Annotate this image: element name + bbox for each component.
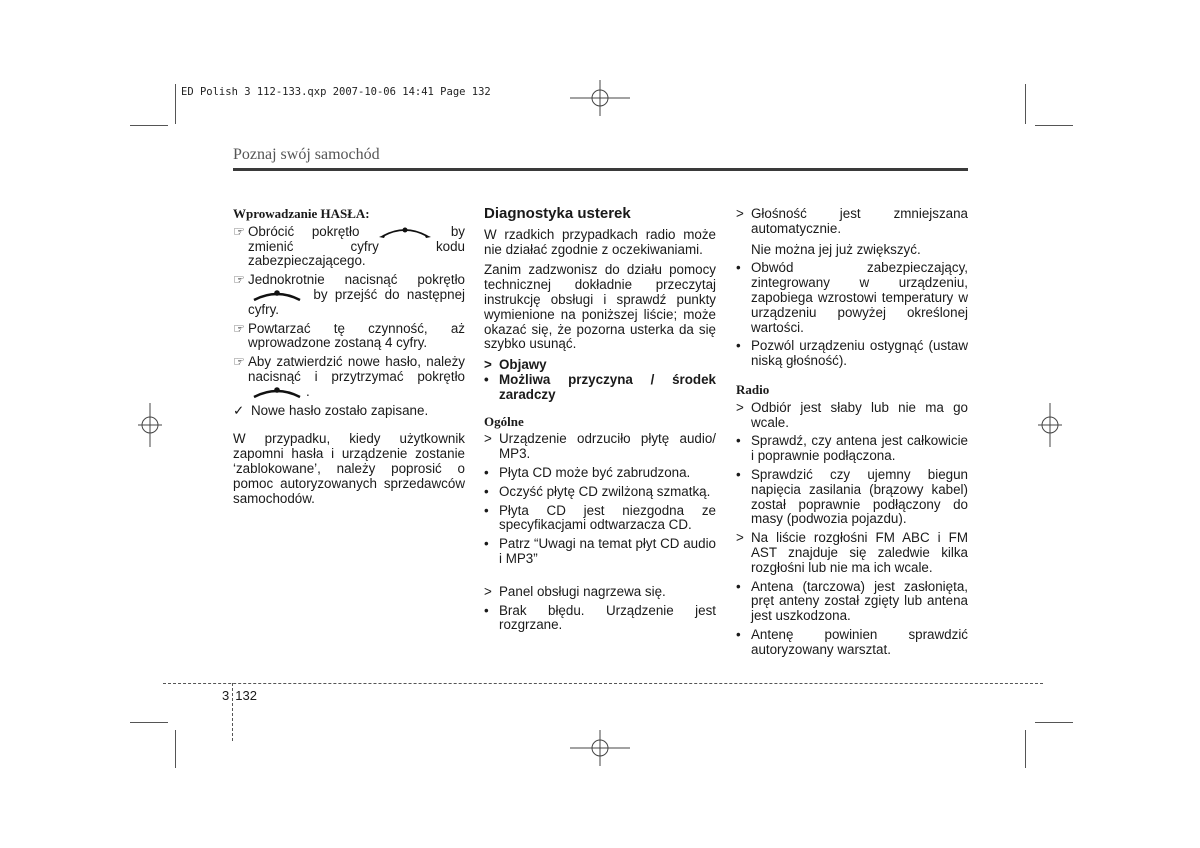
- legend-item: > Objawy: [484, 357, 547, 373]
- list-item: • Brak błędu. Urządzenie jest rozgrzane.: [484, 602, 716, 633]
- general-section-heading: Ogólne: [484, 413, 524, 429]
- header-rule: [233, 168, 968, 171]
- list-item: • Patrz “Uwagi na temat płyt CD audio i MP3”: [484, 536, 716, 566]
- list-item: • Sprawdź, czy antena jest całkowicie i poprawnie podłączona.: [736, 433, 968, 464]
- list-item: • Pozwól urządzeniu ostygnąć (ustaw niską głośność).: [736, 338, 968, 369]
- chapter-number: 3: [222, 688, 230, 703]
- list-item: Nie można jej już zwiększyć.: [751, 241, 921, 257]
- hand-pointer-icon: ☞: [233, 272, 246, 288]
- hand-pointer-icon: ☞: [233, 320, 246, 336]
- knob-press-icon: [248, 385, 306, 399]
- forgotten-password-paragraph: W przypadku, kiedy użytkownik zapomni hasła i urządzenie zostanie ‘zablokowane’, należy poprosić o pomoc autoryzowanych sprzedawców samochodów.: [233, 431, 465, 506]
- hand-pointer-icon: ☞: [233, 354, 246, 370]
- list-item: • Sprawdzić czy ujemny biegun napięcia zasilania (brązowy kabel) został poprawnie podłączony do masy (podwozia pojazdu).: [736, 466, 968, 527]
- list-item: • Obwód zabezpieczający, zintegrowany w urządzeniu, zapobiega wzrostowi temperatury w urządzeniu powyżej określonej wartości.: [736, 260, 968, 335]
- hand-pointer-icon: ☞: [233, 223, 246, 239]
- password-heading: Wprowadzanie HASŁA:: [233, 206, 370, 221]
- knob-rotate-icon: [377, 225, 433, 239]
- list-item: • Płyta CD może być zabrudzona.: [484, 464, 691, 480]
- section-header-title: Poznaj swój samochód: [233, 146, 380, 163]
- list-item: > Panel obsługi nagrzewa się.: [484, 583, 666, 599]
- advice-paragraph: Zanim zadzwonisz do działu pomocy technicznej dokładnie przeczytaj instrukcję obsługi i sprawdź punkty wymienione na poniższej liście; może okazać się, że pozorna usterka da się szybko usunąć.: [484, 262, 716, 352]
- list-item: > Urządzenie odrzuciło płytę audio/ MP3.: [484, 431, 716, 462]
- registration-mark-right: [1038, 403, 1062, 447]
- radio-section-heading: Radio: [736, 381, 770, 397]
- knob-press-icon: [248, 288, 306, 302]
- list-item: ☞ Powtarzać tę czynność, aż wprowadzone zostaną 4 cyfry.: [233, 320, 465, 351]
- list-item: • Antena (tarczowa) jest zasłonięta, pręt anteny został zgięty lub antena jest uszkodzona.: [736, 578, 968, 624]
- list-item: > Głośność jest zmniejszana automatycznie.: [736, 206, 968, 236]
- registration-mark-left: [138, 403, 162, 447]
- legend-item: • Możliwa przyczyna / środek zaradczy: [484, 371, 716, 402]
- list-item: ✓ Nowe hasło zostało zapisane.: [233, 402, 429, 418]
- list-item: • Oczyść płytę CD zwilżoną szmatką.: [484, 483, 711, 499]
- list-item: > Na liście rozgłośni FM ABC i FM AST znajduje się zaledwie kilka rozgłośni lub nie ma ich wcale.: [736, 530, 968, 575]
- page-number: [222, 688, 257, 703]
- registration-mark-top: [570, 78, 630, 118]
- registration-mark-bottom: [570, 728, 630, 768]
- list-item: > Odbiór jest słaby lub nie ma go wcale.: [736, 399, 968, 430]
- column-password: [233, 207, 465, 512]
- print-slug: ED Polish 3 112-133.qxp 2007-10-06 14:41 Page 132: [181, 86, 491, 98]
- intro-paragraph: W rzadkich przypadkach radio może nie działać zgodnie z oczekiwaniami.: [484, 226, 716, 257]
- list-item: ☞ Jednokrotnie nacisnąć pokrętło by przejść do następnej cyfry.: [233, 272, 465, 317]
- list-item: • Antenę powinien sprawdzić autoryzowany warsztat.: [736, 626, 968, 657]
- page-number-value: 132: [235, 688, 257, 703]
- diagnostics-heading: Diagnostyka usterek: [484, 205, 631, 222]
- column-volume-radio: [736, 207, 968, 662]
- column-diagnostics: [484, 207, 716, 637]
- list-item: ☞ Aby zatwierdzić nowe hasło, należy nacisnąć i przytrzymać pokrętło .: [233, 354, 465, 399]
- list-item: ☞ Obrócić pokrętło by zmienić cyfry kodu zabezpieczającego.: [233, 223, 465, 269]
- footer-divider: [163, 683, 1043, 684]
- checkmark-icon: ✓: [233, 402, 245, 418]
- list-item: • Płyta CD jest niezgodna ze specyfikacjami odtwarzacza CD.: [484, 502, 716, 533]
